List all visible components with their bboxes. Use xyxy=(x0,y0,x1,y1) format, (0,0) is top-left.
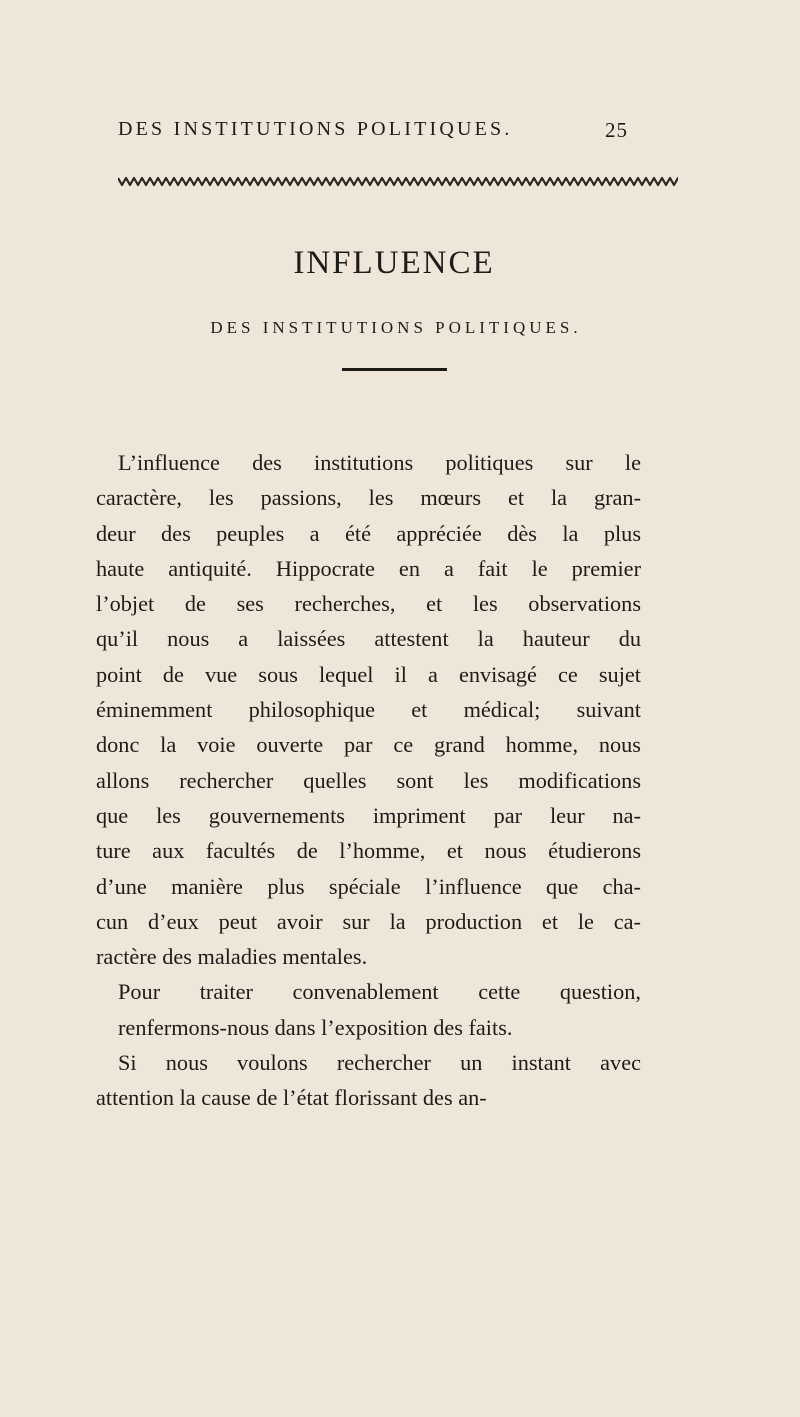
chapter-title: INFLUENCE xyxy=(293,245,495,281)
decorative-border-ornament xyxy=(118,174,678,188)
running-head xyxy=(0,118,800,148)
text-line: caractère, les passions, les mœurs et la gran- xyxy=(96,485,641,511)
text-line: deur des peuples a été appréciée dès la plus xyxy=(96,520,641,546)
body-text xyxy=(96,445,641,1116)
text-line: cun d’eux peut avoir sur la production et le ca- xyxy=(96,908,641,934)
text-line: allons rechercher quelles sont les modifications xyxy=(96,767,641,793)
section-rule xyxy=(342,368,447,371)
page-number: 25 xyxy=(605,118,628,142)
chapter-subtitle: DES INSTITUTIONS POLITIQUES. xyxy=(210,318,582,337)
text-line: d’une manière plus spéciale l’influence que cha- xyxy=(96,873,641,899)
text-line: que les gouvernements impriment par leur na- xyxy=(96,802,641,828)
text-line: haute antiquité. Hippocrate en a fait le premier xyxy=(96,555,641,581)
text-line: qu’il nous a laissées attestent la hauteur du xyxy=(96,626,641,652)
text-line: attention la cause de l’état florissant des an- xyxy=(96,1085,487,1111)
text-line: L’influence des institutions politiques sur le xyxy=(118,450,641,475)
text-line: point de vue sous lequel il a envisagé ce sujet xyxy=(96,661,641,687)
text-line: l’objet de ses recherches, et les observations xyxy=(96,591,641,617)
text-line: Si nous voulons rechercher un instant avec xyxy=(118,1050,641,1076)
running-title: DES INSTITUTIONS POLITIQUES. xyxy=(118,118,513,140)
text-line: ractère des maladies mentales. xyxy=(96,944,368,970)
text-line: donc la voie ouverte par ce grand homme, nous xyxy=(96,732,641,758)
text-line: Pour traiter convenablement cette question, xyxy=(118,979,641,1005)
text-line: éminemment philosophique et médical; suivant xyxy=(96,697,641,723)
text-line: ture aux facultés de l’homme, et nous étudierons xyxy=(96,838,641,864)
text-line: renfermons-nous dans l’exposition des faits. xyxy=(118,1014,513,1040)
